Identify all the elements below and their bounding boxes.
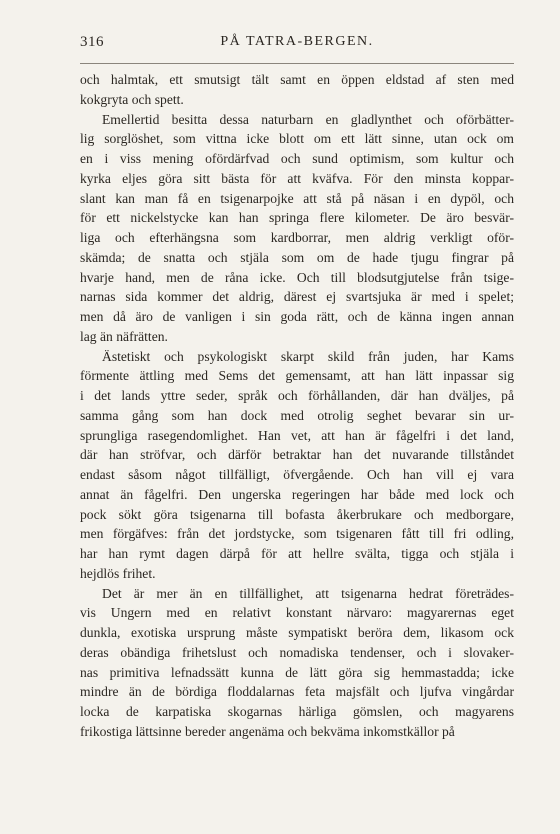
text-line: frikostiga lättsinne bereder angenäma och bekväma inkomstkällor på (80, 723, 455, 739)
text-line: dunkla, exotiska ursprung måste sympatiskt beröra dem, likasom ock (80, 625, 514, 640)
text-line: men förgäfves: från det jordstycke, som tsigenaren fått till fri odling, (80, 526, 514, 542)
text-line: samma gång som han dock med otrolig seghet bevarar sin ur- (80, 407, 514, 423)
text-line: narnas sida kommer det aldrig, därest ej svartsjuka är med i spelet; (80, 289, 514, 305)
text-line: och halmtak, ett smutsigt tält samt en öppen eldstad af sten med (80, 72, 514, 87)
text-line: pock sökt göra tsigenarna till bofasta åkerbrukare och medborgare, (80, 506, 514, 522)
text-line: hejdlös frihet. (80, 565, 156, 581)
text-line: Ästetiskt och psykologiskt skarpt skild från juden, har Kams (102, 348, 514, 364)
text-line: kokgryta och spett. (80, 91, 184, 107)
text-line: där han ströfvar, och därför betraktar han det nuvarande tillståndet (80, 447, 514, 463)
text-line: kyrka eljes göra sitt bästa för att kväfva. För den minsta koppar- (80, 170, 514, 186)
text-line: Emellertid besitta dessa naturbarn en gladlynthet och oförbätter- (102, 111, 514, 127)
text-line: deras obändiga frihetslust och nomadiska tendenser, och i slovaker- (80, 644, 514, 660)
running-title: PÅ TATRA-BERGEN. (220, 34, 374, 49)
paragraph (80, 347, 514, 584)
text-line: för ett nickelstycke kan han springa flere kilometer. De äro besvär- (80, 210, 514, 226)
text-line: men då äro de vanligen i sin goda rätt, och de känna ingen annan (80, 309, 514, 324)
text-line: mindre än de bördiga floddalarnas feta majsfält och ljufva vingårdar (80, 684, 514, 700)
text-line: en i viss mening ofördärfvad och sund optimism, som kultur och (80, 151, 514, 166)
header-rule (80, 63, 514, 64)
text-line: har han rymt dagen därpå för att hellre svälta, tigga och stjäla i (80, 546, 514, 561)
text-line: förmente ättling med Sems det gemensamt, att han lätt inpassar sig (80, 368, 514, 384)
text-line: lag än näfrätten. (80, 328, 168, 344)
text-line: vis Ungern med en relativt konstant närvaro: magyarernas eget (80, 605, 514, 621)
text-line: skämda; de snatta och stjäla som om de hade tjugu fingrar på (80, 249, 514, 265)
text-line: locka de karpatiska skogarnas härliga gömslen, och magyarens (80, 704, 514, 719)
text-line: hvarje hand, men de råna icke. Och till blodsutgjutelse från tsige- (80, 269, 514, 285)
body-text (80, 70, 514, 742)
text-line: i det lands yttre seder, språk och förhållanden, där han dväljes, på (80, 388, 514, 403)
paragraph (80, 584, 514, 742)
page-header (80, 34, 514, 54)
text-line: sprungliga rasegendomlighet. Han vet, att han är fågelfri i det land, (80, 427, 514, 443)
paragraph (80, 110, 514, 347)
text-line: slant kan man få en tsigenarpojke att stå på näsan i en dypöl, och (80, 190, 514, 206)
text-line: lig sorglöshet, som vittna icke blott om ett lätt sinne, utan ock om (80, 131, 514, 147)
text-line: nas primitiva lefnadssätt kunna de lätt göra sig hemmastadda; icke (80, 664, 514, 680)
page-number: 316 (80, 34, 104, 50)
text-line: endast såsom något tillfälligt, öfvergående. Och han vill ej vara (80, 467, 514, 482)
paragraph (80, 70, 514, 110)
text-line: Det är mer än en tillfällighet, att tsigenarna hedrat företrädes- (102, 585, 514, 601)
text-line: liga och efterhängsna som kardborrar, men aldrig verkligt oför- (80, 230, 514, 245)
text-line: annat än fågelfri. Den ungerska regeringen har både med lock och (80, 486, 514, 502)
